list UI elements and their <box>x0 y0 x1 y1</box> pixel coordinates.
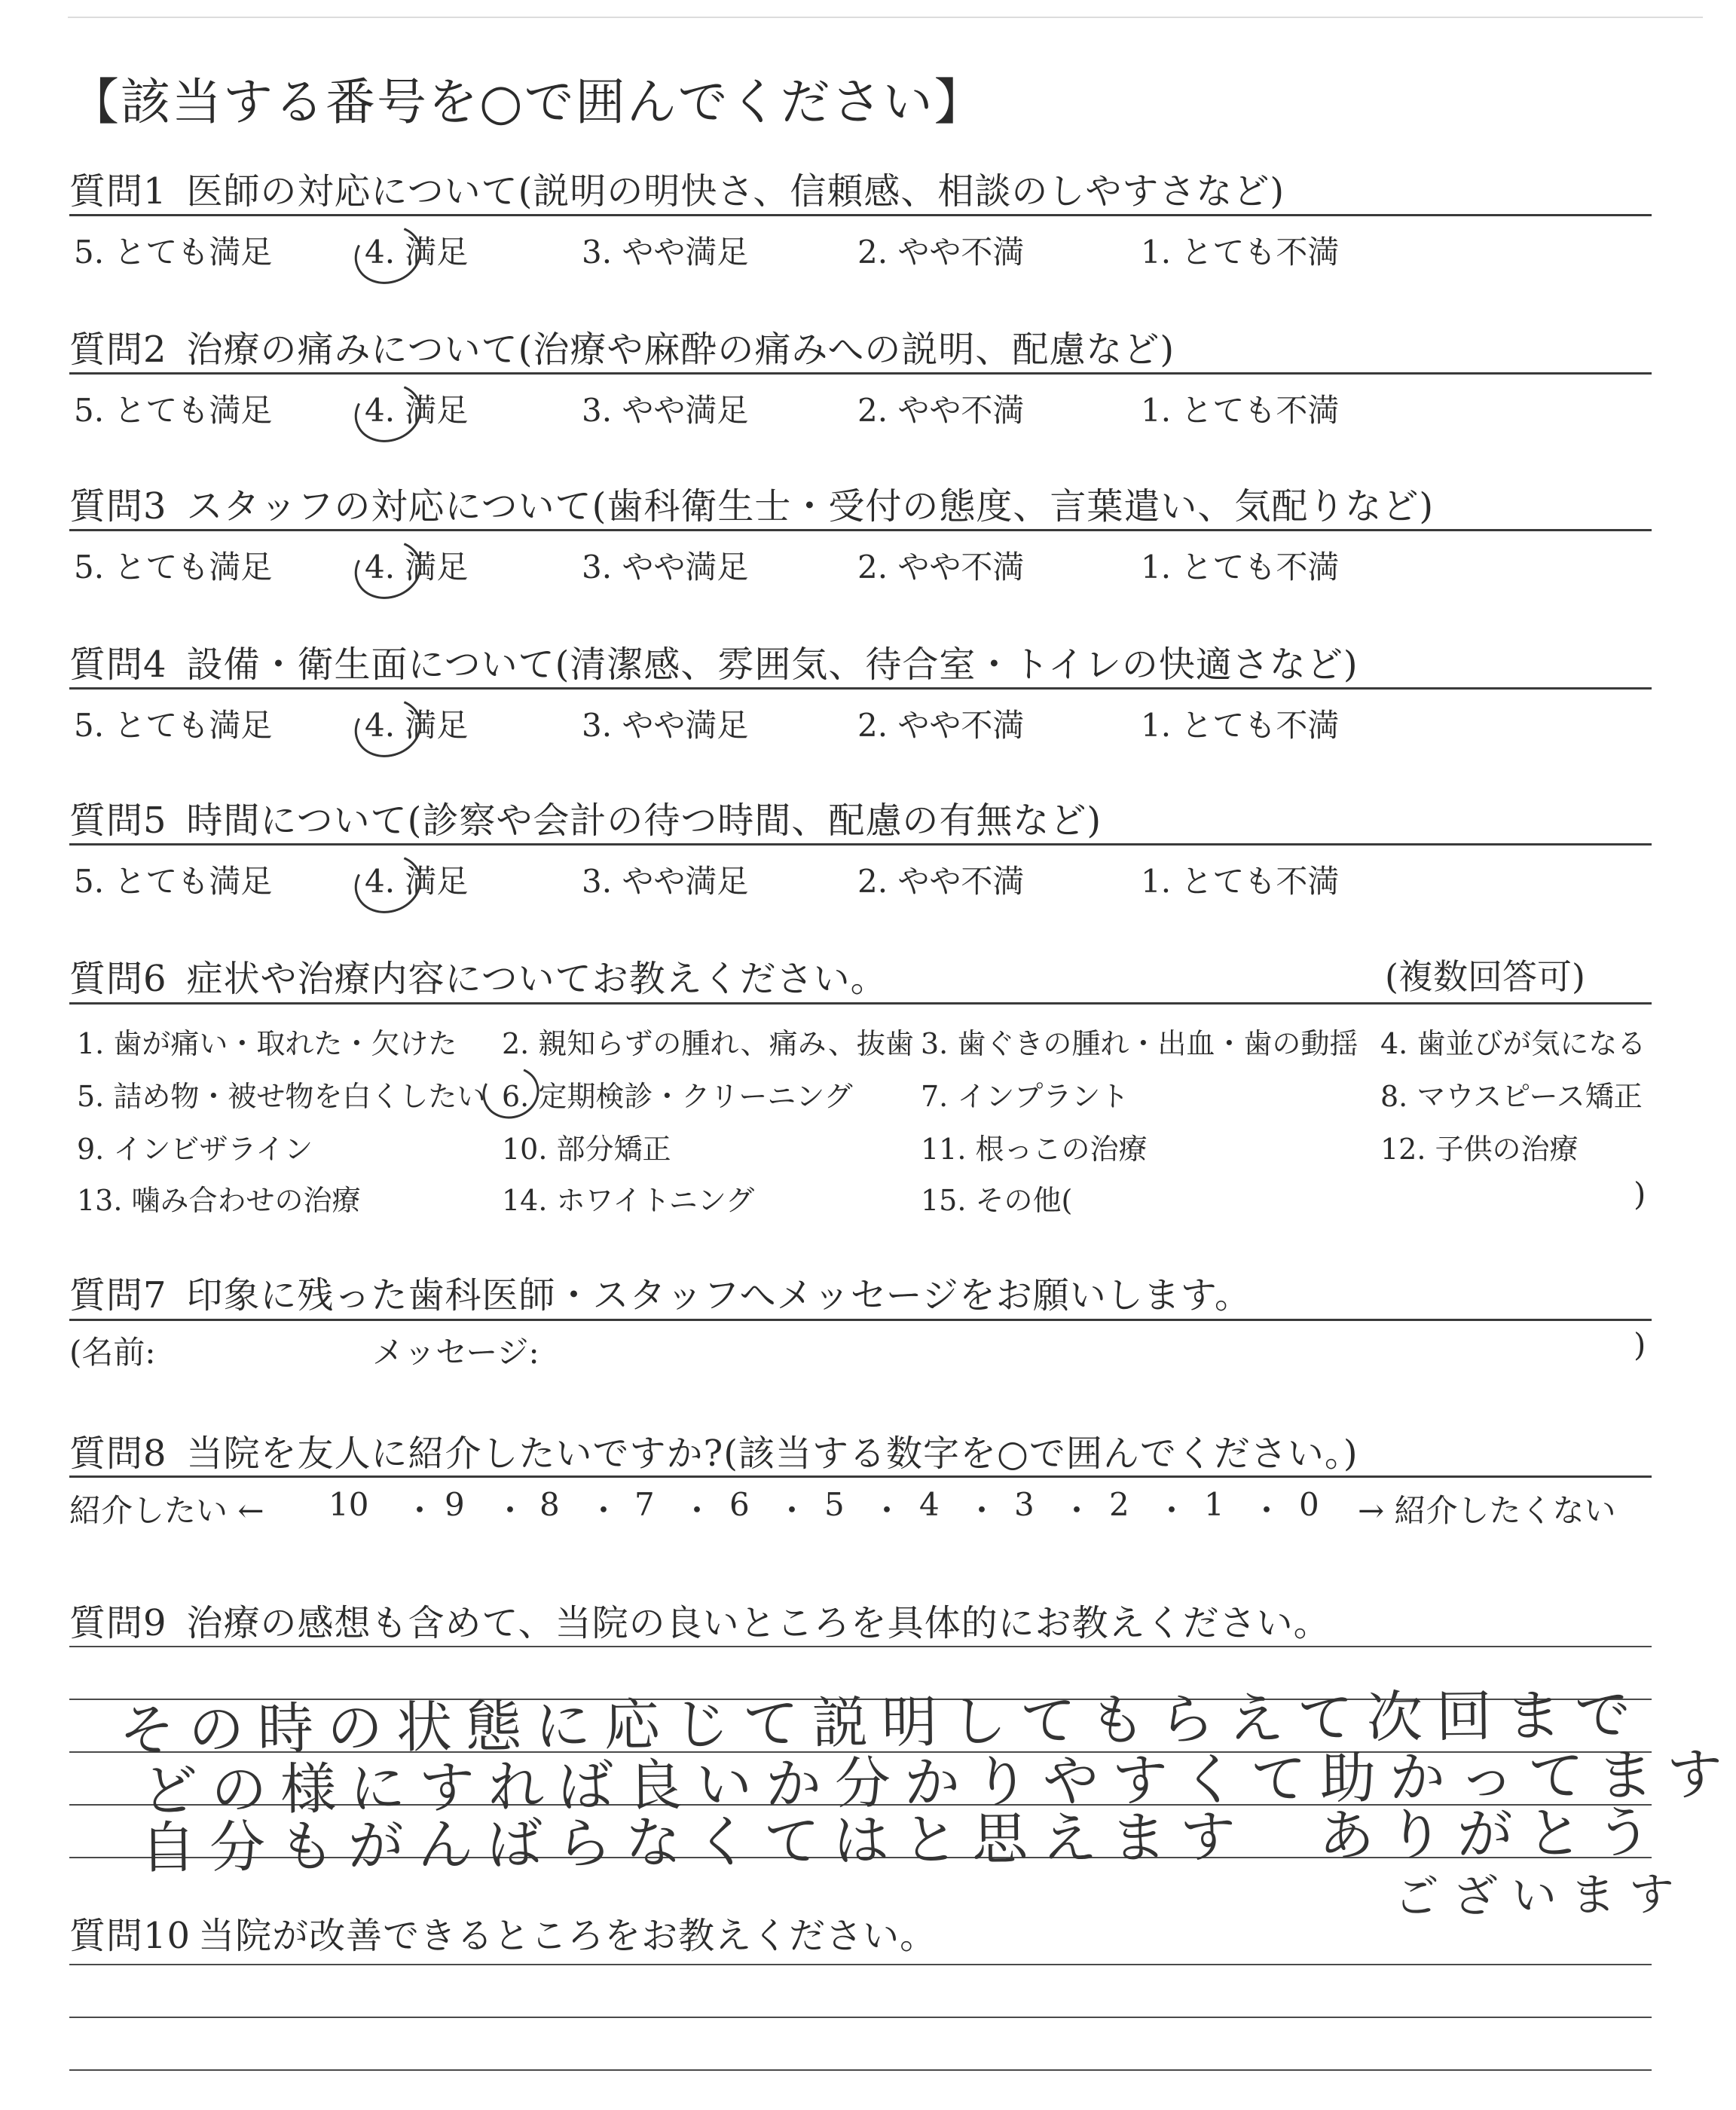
q6-option-6[interactable]: 6. 定期検診・クリーニング <box>502 1080 853 1113</box>
scale-dot: ・ <box>1251 1492 1283 1529</box>
question-3 <box>69 477 1434 529</box>
scale-dot: ・ <box>588 1492 620 1529</box>
scale-dot: ・ <box>494 1492 527 1529</box>
scale-value-6[interactable]: 6 <box>729 1486 750 1523</box>
q6-option-9[interactable]: 9. インビザライン <box>77 1133 313 1166</box>
question-number: 質問2 <box>69 329 167 371</box>
q5-option-3[interactable]: 3. やや満足 <box>582 863 749 900</box>
q3-option-4[interactable]: 4. 満足 <box>365 549 469 586</box>
q6-option-14[interactable]: 14. ホワイトニング <box>502 1184 755 1217</box>
scale-value-9[interactable]: 9 <box>445 1486 465 1523</box>
name-label: (名前: <box>69 1334 156 1371</box>
handwritten-line-2: どの様にすれば良いか分かりやすくて助かってます <box>141 1742 1736 1824</box>
q4-option-3[interactable]: 3. やや満足 <box>582 707 749 744</box>
scale-dot: ・ <box>871 1492 903 1529</box>
question-4 <box>69 635 1359 687</box>
question-text: 治療の感想も含めて、当院の良いところを具体的にお教えください。 <box>186 1602 1331 1644</box>
q2-option-1[interactable]: 1. とても不満 <box>1141 392 1340 429</box>
q4-option-4[interactable]: 4. 満足 <box>365 707 469 744</box>
question-text: 印象に残った歯科医師・スタッフへメッセージをお願いします。 <box>186 1274 1252 1316</box>
scale-value-8[interactable]: 8 <box>539 1486 560 1523</box>
question-number: 質問8 <box>69 1433 167 1475</box>
q5-option-4[interactable]: 4. 満足 <box>365 863 469 900</box>
question-6 <box>69 950 888 1001</box>
question-text: 治療の痛みについて(治療や麻酔の痛みへの説明、配慮など) <box>186 329 1175 371</box>
q1-option-3[interactable]: 3. やや満足 <box>582 234 749 271</box>
question-text: 当院が改善できるところをお教えください。 <box>198 1915 937 1957</box>
handwritten-line-1: その時の状態に応じて説明してもらえて次回まで <box>118 1682 1645 1763</box>
q4-option-2[interactable]: 2. やや不満 <box>857 707 1025 744</box>
scale-value-5[interactable]: 5 <box>824 1486 845 1523</box>
scale-value-7[interactable]: 7 <box>634 1486 655 1523</box>
q6-option-1[interactable]: 1. 歯が痛い・取れた・欠けた <box>77 1027 457 1060</box>
question-5-rule <box>69 843 1652 846</box>
q6-option-5[interactable]: 5. 詰め物・被せ物を白くしたい <box>77 1080 486 1113</box>
question-number: 質問10 <box>69 1915 191 1957</box>
question-number: 質問6 <box>69 958 167 1000</box>
question-2 <box>69 320 1175 372</box>
question-number: 質問4 <box>69 644 167 686</box>
answer-line <box>69 2069 1652 2071</box>
scale-dot: ・ <box>1156 1492 1188 1529</box>
q1-option-2[interactable]: 2. やや不満 <box>857 234 1025 271</box>
q1-option-4[interactable]: 4. 満足 <box>365 234 469 271</box>
scale-value-0[interactable]: 0 <box>1299 1486 1319 1523</box>
question-8-rule <box>69 1475 1652 1478</box>
scale-dot: ・ <box>681 1492 714 1529</box>
question-2-rule <box>69 372 1652 375</box>
q6-option-12[interactable]: 12. 子供の治療 <box>1380 1133 1579 1166</box>
scale-dot: ・ <box>966 1492 998 1529</box>
scale-dot: ・ <box>404 1492 436 1529</box>
question-1-rule <box>69 214 1652 216</box>
q1-option-1[interactable]: 1. とても不満 <box>1141 234 1340 271</box>
q3-option-5[interactable]: 5. とても満足 <box>74 549 273 586</box>
scale-dot: ・ <box>1061 1492 1093 1529</box>
question-text: 設備・衛生面について(清潔感、雰囲気、待合室・トイレの快適さなど) <box>186 644 1359 686</box>
scale-value-1[interactable]: 1 <box>1204 1486 1224 1523</box>
message-label: メッセージ: <box>372 1334 539 1371</box>
scale-value-4[interactable]: 4 <box>919 1486 940 1523</box>
question-number: 質問9 <box>69 1602 167 1644</box>
instruction-heading: 【該当する番号を○で囲んでください】 <box>69 73 986 131</box>
q6-option-4[interactable]: 4. 歯並びが気になる <box>1380 1027 1646 1060</box>
question-10 <box>69 1907 937 1959</box>
q3-option-1[interactable]: 1. とても不満 <box>1141 549 1340 586</box>
q4-option-5[interactable]: 5. とても満足 <box>74 707 273 744</box>
question-8 <box>69 1424 1359 1476</box>
answer-line <box>69 1964 1652 1965</box>
scale-value-10[interactable]: 10 <box>329 1486 369 1523</box>
question-6-rule <box>69 1002 1652 1005</box>
scale-dot: ・ <box>776 1492 808 1529</box>
q6-other-close: ) <box>1634 1176 1646 1212</box>
question-7 <box>69 1266 1252 1318</box>
message-close: ) <box>1634 1326 1646 1363</box>
q6-option-11[interactable]: 11. 根っこの治療 <box>921 1133 1148 1166</box>
q6-answer-circle <box>475 1059 547 1127</box>
question-9 <box>69 1594 1331 1646</box>
scale-value-2[interactable]: 2 <box>1109 1486 1129 1523</box>
q1-option-5[interactable]: 5. とても満足 <box>74 234 273 271</box>
q6-option-15[interactable]: 15. その他( <box>921 1184 1073 1217</box>
answer-line <box>69 1646 1652 1647</box>
q6-option-7[interactable]: 7. インプラント <box>921 1080 1129 1113</box>
question-4-rule <box>69 687 1652 690</box>
question-text: 医師の対応について(説明の明快さ、信頼感、相談のしやすさなど) <box>186 170 1285 213</box>
multiple-answer-note: (複数回答可) <box>1385 956 1585 997</box>
q2-option-3[interactable]: 3. やや満足 <box>582 392 749 429</box>
q6-option-10[interactable]: 10. 部分矯正 <box>502 1133 671 1166</box>
question-5 <box>69 791 1102 843</box>
q5-option-1[interactable]: 1. とても不満 <box>1141 863 1340 900</box>
q3-option-3[interactable]: 3. やや満足 <box>582 549 749 586</box>
q5-option-2[interactable]: 2. やや不満 <box>857 863 1025 900</box>
question-3-rule <box>69 529 1652 531</box>
question-number: 質問7 <box>69 1274 167 1316</box>
handwritten-line-4: ございます <box>1393 1867 1689 1924</box>
q3-option-2[interactable]: 2. やや不満 <box>857 549 1025 586</box>
answer-line <box>69 2017 1652 2018</box>
q5-option-5[interactable]: 5. とても満足 <box>74 863 273 900</box>
q4-option-1[interactable]: 1. とても不満 <box>1141 707 1340 744</box>
q6-option-13[interactable]: 13. 噛み合わせの治療 <box>77 1184 361 1217</box>
scale-left-label: 紹介したい ← <box>69 1492 264 1529</box>
question-number: 質問3 <box>69 485 167 528</box>
handwritten-line-3: 自分もがんばらなくてはと思えます ありがとう <box>139 1800 1666 1881</box>
q2-option-5[interactable]: 5. とても満足 <box>74 392 273 429</box>
question-text: スタッフの対応について(歯科衛生士・受付の態度、言葉遣い、気配りなど) <box>186 485 1435 528</box>
question-1 <box>69 162 1285 214</box>
q2-option-4[interactable]: 4. 満足 <box>365 392 469 429</box>
scale-value-3[interactable]: 3 <box>1014 1486 1035 1523</box>
question-number: 質問5 <box>69 800 167 842</box>
question-text: 時間について(診察や会計の待つ時間、配慮の有無など) <box>186 800 1102 842</box>
q6-option-2[interactable]: 2. 親知らずの腫れ、痛み、抜歯 <box>502 1027 914 1060</box>
question-7-rule <box>69 1319 1652 1321</box>
q2-option-2[interactable]: 2. やや不満 <box>857 392 1025 429</box>
question-number: 質問1 <box>69 170 167 213</box>
q6-option-3[interactable]: 3. 歯ぐきの腫れ・出血・歯の動揺 <box>921 1027 1359 1060</box>
question-text: 当院を友人に紹介したいですか?(該当する数字を○で囲んでください。) <box>186 1433 1359 1475</box>
scale-right-label: → 紹介したくない <box>1358 1492 1616 1529</box>
q6-option-8[interactable]: 8. マウスピース矯正 <box>1380 1080 1643 1113</box>
question-text: 症状や治療内容についてお教えください。 <box>186 958 888 1000</box>
top-border <box>68 17 1703 18</box>
